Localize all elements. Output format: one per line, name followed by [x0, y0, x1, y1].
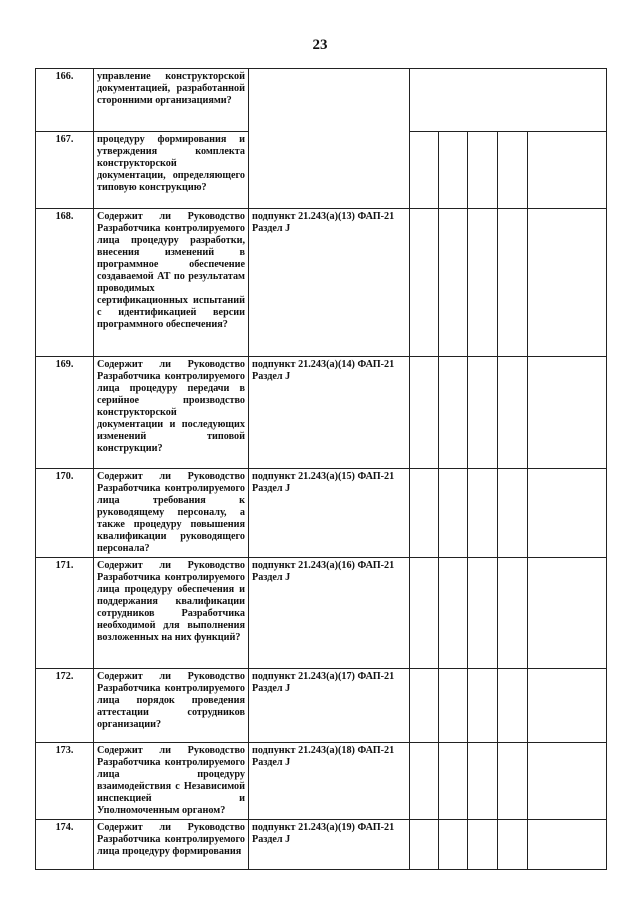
reference-cell [249, 558, 410, 669]
empty-cell [498, 209, 528, 357]
empty-cell [498, 743, 528, 820]
reference-section: Раздел J [252, 683, 291, 694]
empty-cell [439, 209, 468, 357]
reference-text: подпункт 21.243(а)(17) ФАП-21 [252, 671, 395, 682]
table-row [36, 469, 607, 558]
row-number: 173. [36, 743, 94, 820]
empty-cell [410, 669, 439, 743]
table-row [36, 209, 607, 357]
empty-cell [410, 820, 439, 870]
empty-cell [528, 743, 607, 820]
empty-cell [498, 132, 528, 209]
row-number: 166. [36, 69, 94, 132]
empty-cell [468, 669, 498, 743]
reference-text: подпункт 21.243(а)(19) ФАП-21 [252, 822, 395, 833]
empty-cell [468, 469, 498, 558]
empty-cell [410, 558, 439, 669]
empty-cell [528, 132, 607, 209]
checklist-table [35, 68, 607, 870]
table-row [36, 743, 607, 820]
empty-cell [468, 209, 498, 357]
empty-cell [468, 558, 498, 669]
reference-section: Раздел J [252, 572, 291, 583]
question-text: Содержит ли Руководство Разработчика контролируемого лица процедуру взаимодействия с Независимой инспекцией и Уполномоченным органом? [94, 743, 249, 820]
reference-cell [249, 357, 410, 469]
empty-cell [498, 820, 528, 870]
table-row [36, 69, 607, 132]
empty-cell [498, 558, 528, 669]
empty-cell [439, 820, 468, 870]
empty-cell [498, 669, 528, 743]
reference-cell [249, 820, 410, 870]
empty-cell [439, 743, 468, 820]
empty-cell [528, 469, 607, 558]
reference-cell [249, 743, 410, 820]
empty-cell [439, 558, 468, 669]
empty-cell [528, 820, 607, 870]
reference-cell [249, 669, 410, 743]
question-text: Содержит ли Руководство Разработчика контролируемого лица процедуру обеспечения и поддержания квалификации сотрудников Разработчика необходимой для выполнения возложенных на них функций? [94, 558, 249, 669]
empty-cell [528, 209, 607, 357]
empty-cell [468, 743, 498, 820]
empty-cell [468, 132, 498, 209]
reference-section: Раздел J [252, 223, 291, 234]
table-row [36, 357, 607, 469]
row-number: 171. [36, 558, 94, 669]
reference-section: Раздел J [252, 371, 291, 382]
row-number: 167. [36, 132, 94, 209]
reference-text: подпункт 21.243(а)(16) ФАП-21 [252, 560, 395, 571]
table-row [36, 558, 607, 669]
empty-cell [410, 357, 439, 469]
reference-section: Раздел J [252, 834, 291, 845]
row-number: 168. [36, 209, 94, 357]
reference-cell [249, 209, 410, 357]
empty-cell [528, 558, 607, 669]
reference-cell [249, 469, 410, 558]
reference-text: подпункт 21.243(а)(18) ФАП-21 [252, 745, 395, 756]
question-text: процедуру формирования и утверждения комплекта конструкторской документации, определяющего типовую конструкцию? [94, 132, 249, 209]
empty-cell [498, 357, 528, 469]
empty-cell [468, 357, 498, 469]
reference-text: подпункт 21.243(а)(15) ФАП-21 [252, 471, 395, 482]
question-text: Содержит ли Руководство Разработчика контролируемого лица процедуру передачи в серийное производство конструкторской документации и последующих изменений типовой конструкции? [94, 357, 249, 469]
question-text: Содержит ли Руководство Разработчика контролируемого лица процедуру формирования [94, 820, 249, 870]
empty-cell [439, 357, 468, 469]
empty-cell [498, 469, 528, 558]
page-number: 23 [312, 37, 328, 53]
empty-cell [439, 469, 468, 558]
reference-cell [249, 69, 410, 209]
question-text: Содержит ли Руководство Разработчика контролируемого лица процедуру разработки, внесения изменений в программное обеспечение создаваемой АТ по результатам проводимых сертификационных испытаний с идентификацией версии программного обеспечения? [94, 209, 249, 357]
empty-cell [410, 209, 439, 357]
question-text: Содержит ли Руководство Разработчика контролируемого лица порядок проведения аттестации сотрудников организации? [94, 669, 249, 743]
table-row [36, 669, 607, 743]
empty-cell [468, 820, 498, 870]
table-row [36, 820, 607, 870]
row-number: 172. [36, 669, 94, 743]
empty-cell [439, 669, 468, 743]
question-text: Содержит ли Руководство Разработчика контролируемого лица требования к руководящему персоналу, а также процедуру повышения квалификации руководящего персонала? [94, 469, 249, 558]
empty-cell [528, 669, 607, 743]
empty-cell [528, 357, 607, 469]
row-number: 170. [36, 469, 94, 558]
empty-cell [410, 743, 439, 820]
question-text: управление конструкторской документацией, разработанной сторонними организациями? [94, 69, 249, 132]
empty-cell [410, 69, 607, 132]
row-number: 169. [36, 357, 94, 469]
empty-cell [439, 132, 468, 209]
row-number: 174. [36, 820, 94, 870]
empty-cell [410, 469, 439, 558]
reference-section: Раздел J [252, 757, 291, 768]
empty-cell [410, 132, 439, 209]
reference-text: подпункт 21.243(а)(13) ФАП-21 [252, 211, 395, 222]
reference-text: подпункт 21.243(а)(14) ФАП-21 [252, 359, 395, 370]
reference-section: Раздел J [252, 483, 291, 494]
